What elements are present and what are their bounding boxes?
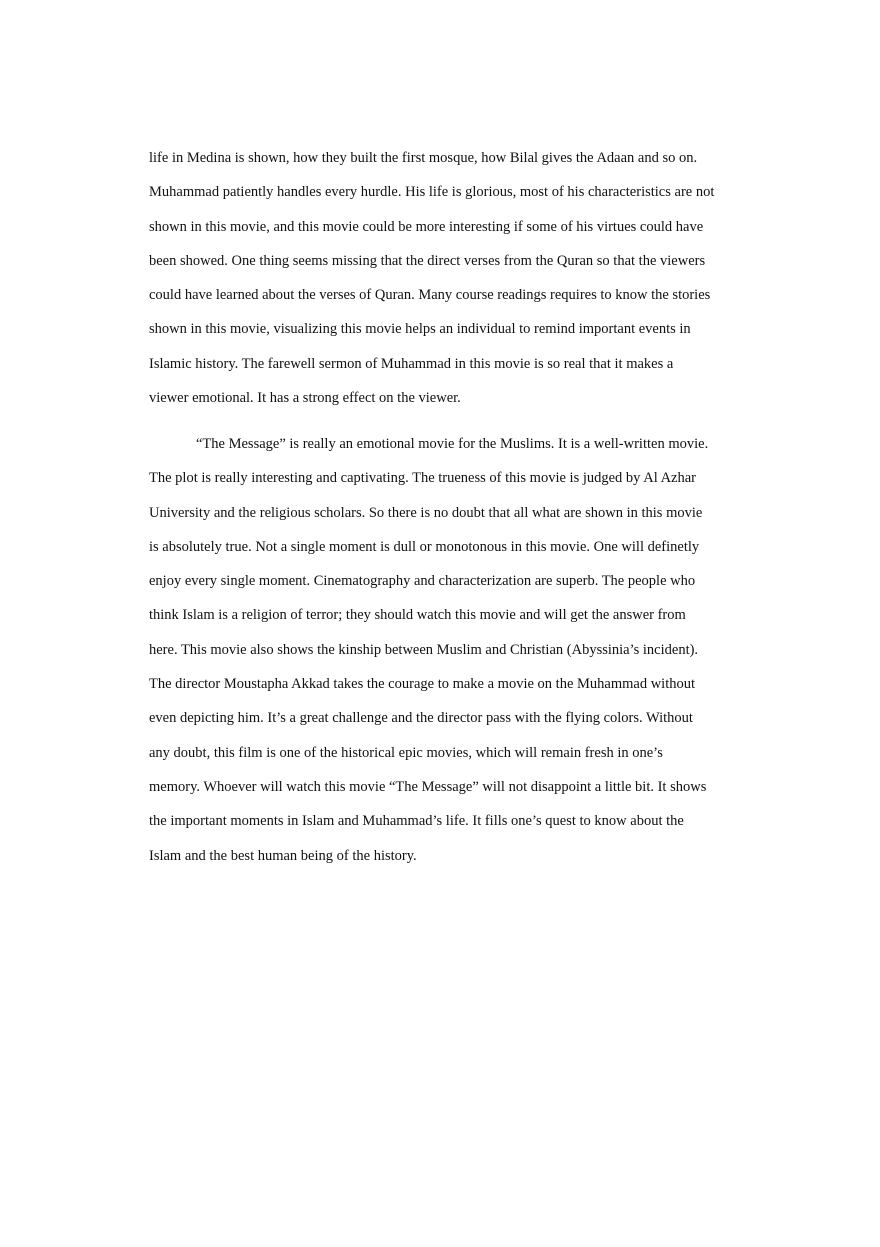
- text-line: shown in this movie, visualizing this movie helps an individual to remind important events in: [149, 321, 691, 338]
- text-line: the important moments in Islam and Muhammad’s life. It fills one’s quest to know about the: [149, 813, 684, 830]
- text-line: even depicting him. It’s a great challenge and the director pass with the flying colors. Without: [149, 710, 693, 727]
- paragraph-2: [149, 427, 721, 873]
- text-line: been showed. One thing seems missing that the direct verses from the Quran so that the viewers: [149, 252, 706, 269]
- text-line: is absolutely true. Not a single moment is dull or monotonous in this movie. One will definetly: [149, 538, 700, 555]
- text-line: The plot is really interesting and captivating. The trueness of this movie is judged by Al Azhar: [149, 470, 696, 487]
- text-line: could have learned about the verses of Quran. Many course readings requires to know the stories: [149, 287, 711, 304]
- text-line: “The Message” is really an emotional movie for the Muslims. It is a well-written movie.: [196, 436, 709, 452]
- text-line: Muhammad patiently handles every hurdle. His life is glorious, most of his characteristics are not: [149, 184, 715, 201]
- text-line: The director Moustapha Akkad takes the courage to make a movie on the Muhammad without: [149, 676, 696, 693]
- text-line: enjoy every single moment. Cinematography and characterization are superb. The people who: [149, 573, 696, 590]
- text-line: any doubt, this film is one of the historical epic movies, which will remain fresh in one’s: [149, 744, 663, 761]
- text-line: life in Medina is shown, how they built the first mosque, how Bilal gives the Adaan and so on.: [149, 150, 698, 166]
- text-line: think Islam is a religion of terror; they should watch this movie and will get the answer from: [149, 607, 686, 624]
- text-line: shown in this movie, and this movie could be more interesting if some of his virtues could have: [149, 218, 704, 235]
- paragraph-1: [149, 141, 721, 415]
- text-line: memory. Whoever will watch this movie “The Message” will not disappoint a little bit. It shows: [149, 778, 707, 795]
- text-line: viewer emotional. It has a strong effect on the viewer.: [149, 390, 461, 407]
- text-line: Islam and the best human being of the history.: [149, 847, 417, 864]
- text-line: here. This movie also shows the kinship between Muslim and Christian (Abyssinia’s incident).: [149, 641, 699, 658]
- text-line: University and the religious scholars. So there is no doubt that all what are shown in this movie: [149, 504, 703, 521]
- text-line: Islamic history. The farewell sermon of Muhammad in this movie is so real that it makes a: [149, 355, 674, 372]
